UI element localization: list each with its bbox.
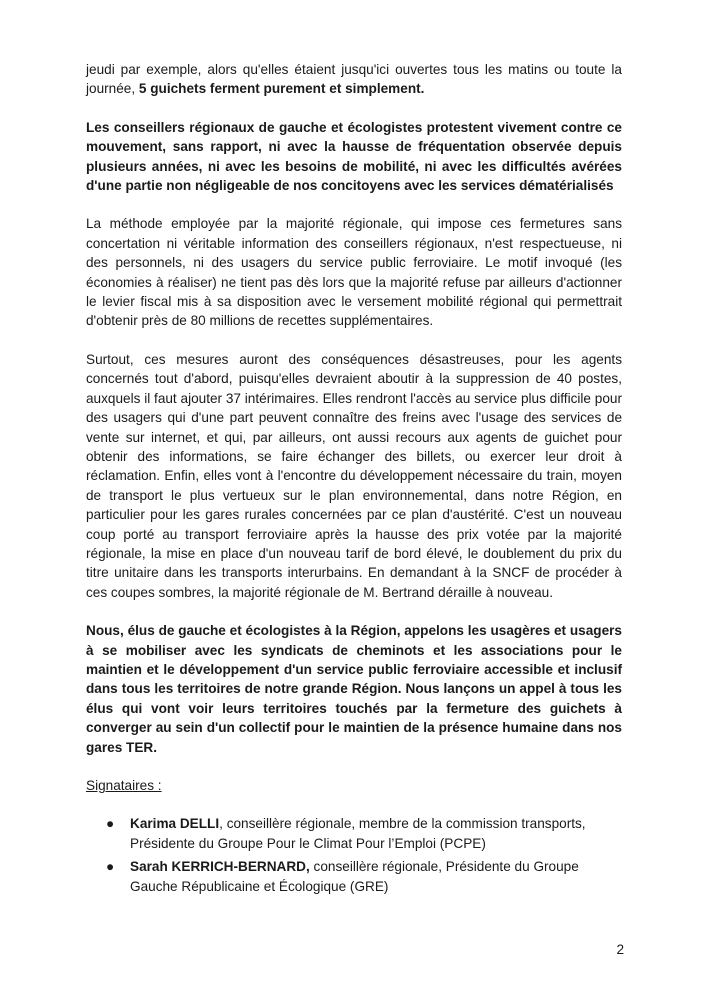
paragraph-guichets-emphasis: 5 guichets ferment purement et simplement. <box>138 81 425 97</box>
paragraph-consequences: Surtout, ces mesures auront des conséquences désastreuses, pour les agents concernés tout d'abord, puisqu'elles devraient aboutir à la suppression de 40 postes, auxquels il faut ajouter 37 intérimaires. Elles rendront l'accès au service plus difficile pour des usagers qui d'une part peuvent connaître des freins avec l'usage des services de vente sur internet, et qui, par ailleurs, ont aussi recours aux agents de guichet pour obtenir des informations, se faire échanger des billets, ou exercer leur droit à réclamation. Enfin, elles vont à l'encontre du développement nécessaire du train, moyen de transport le plus vertueux sur le plan environnemental, dans notre Région, en particulier pour les gares rurales concernées par ce plan d'austérité. C'est un nouveau coup porté au transport ferroviaire après la hausse des prix votée par la majorité régionale, la mise en place d'un nouveau tarif de bord élevé, le doublement du prix du titre unitaire dans les transports interurbains. En demandant à la SNCF de procéder à ces coupes sombres, la majorité régionale de M. Bertrand déraille à nouveau. <box>86 351 622 600</box>
paragraph-protest: Les conseillers régionaux de gauche et écologistes protestent vivement contre ce mouvement, sans rapport, ni avec la hausse de fréquentation observée depuis plusieurs années, ni avec les besoins de mobilité, ni avec les difficultés avérées d'une partie non négligeable de nos concitoyens avec les services dématérialisés <box>86 119 622 194</box>
signatory-name: Karima DELLI <box>130 816 220 832</box>
paragraph-guichets-text: jeudi par exemple, alors qu'elles étaient jusqu'ici ouvertes tous les matins ou toute la journée, <box>86 62 622 97</box>
bullet-icon: ● <box>106 816 115 832</box>
signatory-item <box>86 857 622 896</box>
signatory-description: conseillère régionale, Présidente du Groupe Gauche Républicaine et Écologique (GRE) <box>130 859 579 894</box>
page-number: 2 <box>616 942 624 957</box>
document-body <box>86 60 622 900</box>
signatories-title: Signataires : <box>86 778 162 793</box>
paragraph-guichets <box>86 60 622 99</box>
paragraph-method: La méthode employée par la majorité régionale, qui impose ces fermetures sans concertation ni véritable information des conseillers régionaux, n'est respectueuse, ni des personnels, ni des usagers du service public ferroviaire. Le motif invoqué (les économies à réaliser) ne tient pas dès lors que la majorité refuse par ailleurs d'actionner le levier fiscal mis à sa disposition avec le versement mobilité régional qui permettrait d'obtenir près de 80 millions de recettes supplémentaires. <box>86 216 622 329</box>
signatory-name: Sarah KERRICH-BERNARD, <box>130 859 310 875</box>
signatory-item <box>86 814 622 853</box>
bullet-icon: ● <box>106 859 115 875</box>
signatories-list <box>86 814 622 896</box>
signatory-description: , conseillère régionale, membre de la commission transports, Présidente du Groupe Pour le Climat Pour l’Emploi (PCPE) <box>130 816 586 851</box>
paragraph-call-to-action: Nous, élus de gauche et écologistes à la Région, appelons les usagères et usagers à se mobiliser avec les syndicats de cheminots et les associations pour le maintien et le développement d'un service public ferroviaire accessible et inclusif dans tous les territoires de notre grande Région. Nous lançons un appel à tous les élus qui vont voir leurs territoires touchés par la fermeture des guichets à converger au sein d'un collectif pour le maintien de la présence humaine dans nos gares TER. <box>86 623 622 755</box>
